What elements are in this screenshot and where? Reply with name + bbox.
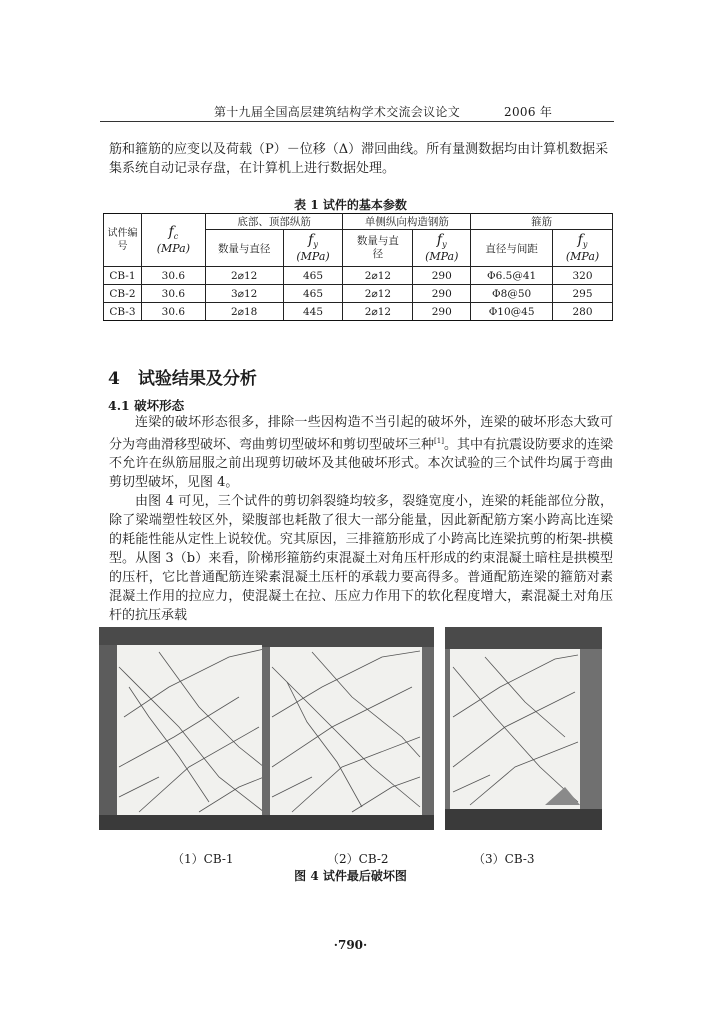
photo-cb-3 [445,627,602,830]
subfigure-caption: （2）CB-2 [327,852,389,866]
parameters-table [103,213,613,321]
intro-line-1: 筋和箍筋的应变以及荷载（P）－位移（Δ）滞回曲线。所有量测数据均由计算机数据采 [109,142,609,157]
header-fy-2: $f_y$ (MPa) [413,230,471,267]
intro-line-2: 集系统自动记录存盘，在计算机上进行数据处理。 [109,161,396,176]
subfigure-caption: （3）CB-3 [473,852,535,866]
running-header [214,103,552,120]
table-caption: 表 1 试件的基本参数 [294,198,407,212]
intro-paragraph [109,140,613,178]
body-text [109,413,613,625]
header-fy-1: $f_y$ (MPa) [283,230,343,267]
crack-pattern-icon [99,627,289,830]
table-row: CB-3 30.6 2⌀18 445 2⌀12 290 Φ10@45 280 [104,303,613,321]
header-rebar-group: 底部、顶部纵筋 [205,214,343,230]
figure-caption: 图 4 试件最后破坏图 [294,869,407,883]
header-conference: 第十九届全国高层建筑结构学术交流会议论文 [214,105,461,119]
header-stirrup-dia: 直径与间距 [471,230,553,267]
section-number: 4 [108,369,120,389]
header-year: 2006 年 [504,105,553,119]
crack-pattern-icon [445,627,602,830]
body-paragraph-1: 连梁的破坏形态很多，排除一些因构造不当引起的破坏外，连梁的破坏形态大致可分为弯曲滑移型破坏、弯曲剪切型破坏和剪切型破坏三种[1]。其中有抗震设防要求的连梁不允许在纵筋屈服之前出现剪切破坏及其他破坏形式。本次试验的三个试件均属于弯曲剪切型破坏，见图 4。 [109,415,613,491]
header-stirrup-group: 箍筋 [471,214,613,230]
header-specimen: 试件编号 [104,214,142,267]
section-title: 试验结果及分析 [137,369,257,389]
citation-ref: [1] [434,437,444,445]
header-fc: $f_c$ (MPa) [141,214,205,267]
photo-cb-1 [99,627,289,830]
header-rule [100,121,614,122]
photo-cb-2 [262,627,434,830]
header-side-group: 单侧纵向构造钢筋 [343,214,471,230]
section-heading [108,364,257,389]
body-paragraph-2: 由图 4 可见，三个试件的剪切斜裂缝均较多，裂缝宽度小，连梁的耗能部位分散，除了梁端塑性较区外，梁腹部也耗散了很大一部分能量，因此新配筋方案小跨高比连梁的耗能性能从定性上说较优。究其原因，三排箍筋形成了小跨高比连梁抗剪的桁架-拱模型。从图 3（b）来看，阶梯形箍筋约束混凝土对角压杆形成的约束混凝土暗柱是拱模型的压杆，它比普通配筋连梁素混凝土压杆的承载力要高得多。普通配筋连梁的箍筋对素混凝土作用的拉应力，使混凝土在拉、压应力作用下的软化程度增大，素混凝土对角压杆的抗压承载 [109,494,613,624]
table-row: CB-1 30.6 2⌀12 465 2⌀12 290 Φ6.5@41 320 [104,267,613,285]
header-side-qty: 数量与直径 [343,230,413,267]
crack-pattern-icon [262,627,434,830]
subsection-heading: 4.1 破坏形态 [108,398,185,413]
subfigure-caption: （1）CB-1 [172,852,234,866]
header-fy-3: $f_y$ (MPa) [553,230,613,267]
table-row: CB-2 30.6 3⌀12 465 2⌀12 290 Φ8@50 295 [104,285,613,303]
page-number: ·790· [333,938,368,952]
header-rebar-qty: 数量与直径 [205,230,283,267]
